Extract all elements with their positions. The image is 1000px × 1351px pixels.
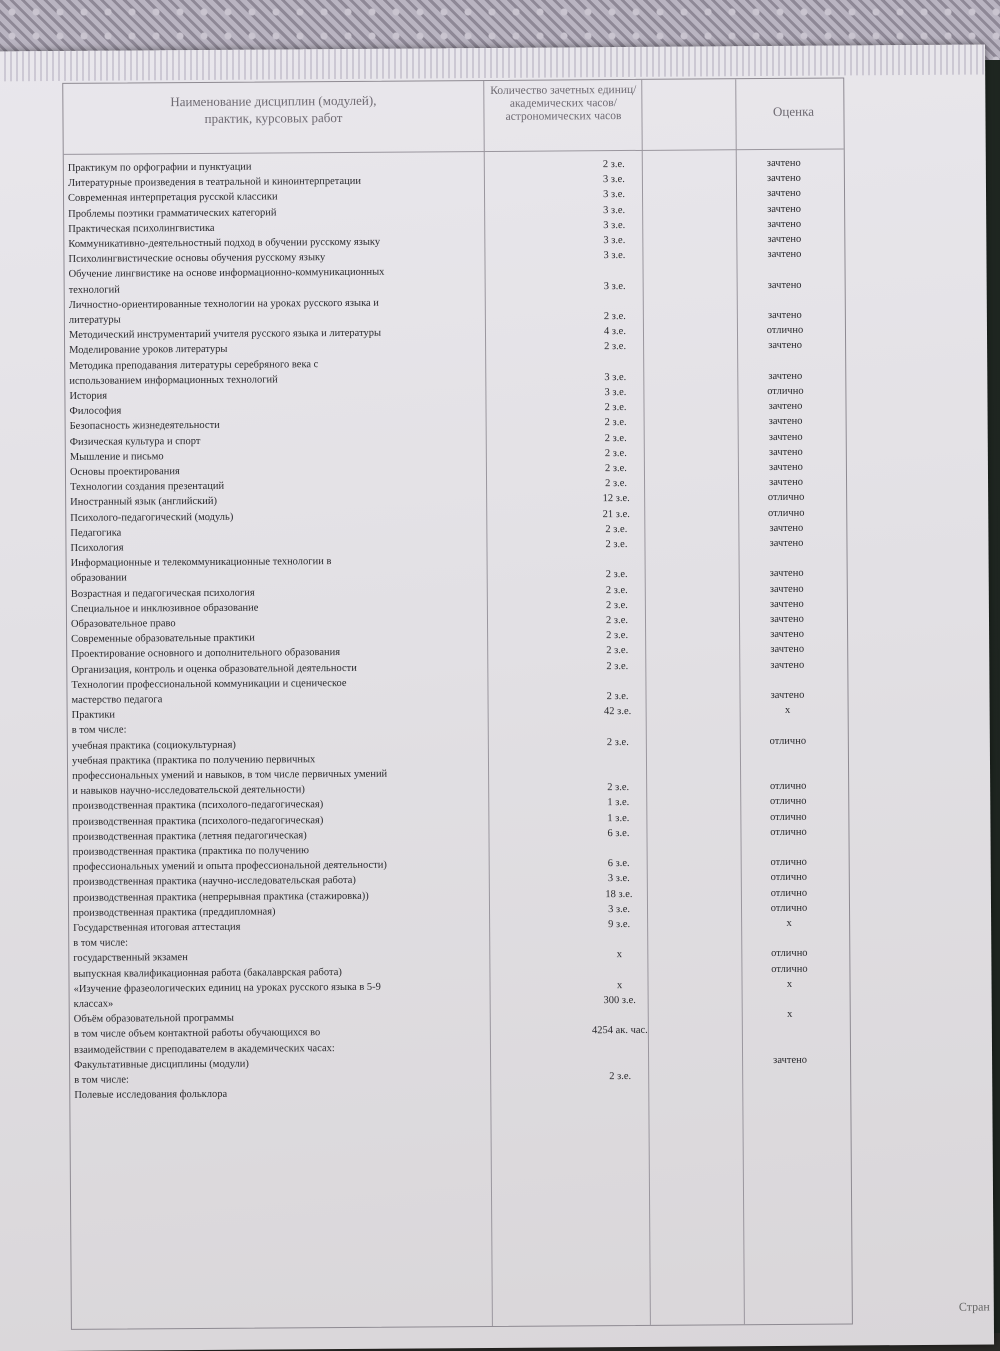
discipline-name: учебная практика (социокультурная) — [71, 739, 236, 752]
credit-units: 2 з.е. — [609, 1070, 632, 1083]
header-grade: Оценка — [772, 103, 814, 119]
discipline-name: производственная практика (летняя педагогическая) — [72, 830, 307, 843]
discipline-name: Факультативные дисциплины (модули) — [74, 1058, 249, 1071]
grade: отлично — [769, 796, 807, 808]
grade — [725, 263, 845, 264]
credit-units: 2 з.е. — [606, 736, 629, 748]
discipline-name: в том числе объем контактной работы обучающихся во — [73, 1027, 321, 1041]
discipline-name: Психолого-педагогический (модуль) — [70, 511, 234, 524]
discipline-name: Объём образовательной программы — [73, 1012, 234, 1026]
grade: отлично — [770, 856, 807, 869]
grade: отлично — [771, 963, 808, 975]
discipline-name: Практическая психолингвистика — [68, 222, 215, 235]
grades-table — [62, 77, 853, 1329]
credit-units — [535, 294, 695, 295]
grade: зачтено — [769, 598, 804, 610]
grade — [730, 1023, 850, 1024]
discipline-name: Возрастная и педагогическая психология — [70, 587, 255, 600]
grade — [730, 1084, 850, 1085]
grade: зачтено — [766, 157, 801, 170]
grade — [730, 1068, 850, 1069]
discipline-name: производственная практика (психолого-педагогическая) — [72, 814, 324, 828]
discipline-name: Основы проектирования — [69, 466, 180, 478]
credit-units: 2 з.е. — [605, 478, 628, 490]
discipline-name: Полевые исследования фольклора — [74, 1088, 228, 1102]
credit-units: 18 з.е. — [605, 888, 633, 900]
page-footer-fragment: Стран — [958, 1299, 990, 1314]
discipline-name: Физическая культура и спорт — [69, 435, 201, 448]
credit-units: 21 з.е. — [602, 508, 630, 520]
credit-units: 2 з.е. — [605, 523, 628, 535]
credit-units: 2 з.е. — [605, 539, 628, 551]
grade: зачтено — [766, 172, 801, 185]
discipline-name: мастерство педагога — [71, 694, 163, 706]
grade: зачтено — [767, 279, 802, 291]
grade: зачтено — [767, 188, 801, 200]
credit-units: 2 з.е. — [604, 432, 627, 444]
grade: зачтено — [768, 446, 803, 458]
credit-units: 2 з.е. — [604, 402, 627, 414]
credit-units: 3 з.е. — [608, 903, 631, 915]
grade: отлично — [770, 887, 808, 899]
grade: зачтено — [769, 537, 804, 550]
grade: отлично — [766, 324, 804, 337]
credit-units — [539, 933, 699, 934]
grade — [729, 932, 849, 933]
grade — [725, 293, 845, 294]
grade: x — [787, 1009, 793, 1021]
grade: зачтено — [769, 522, 804, 534]
credit-units: 3 з.е. — [603, 280, 626, 292]
grade — [730, 1038, 850, 1039]
credit-units — [540, 1009, 700, 1010]
credit-units: 4254 ак. час. — [591, 1025, 648, 1037]
grade: отлично — [769, 780, 807, 793]
discipline-name: Информационные и телекоммуникационные технологии в — [70, 556, 332, 570]
grade — [730, 992, 850, 993]
grade: x — [786, 978, 793, 990]
discipline-name: Обучение лингвистике на основе информационно-коммуникационных — [68, 267, 385, 281]
discipline-name: Литературные произведения в театральной и киноинтерпретации — [67, 176, 362, 190]
discipline-name: Философия — [69, 405, 122, 418]
credit-units — [535, 355, 695, 356]
discipline-name: Личностно-ориентированные технологии на уроках русского языка и — [68, 297, 379, 311]
credit-units — [538, 766, 698, 767]
discipline-name: Современные образовательные практики — [71, 632, 255, 646]
grade: зачтено — [770, 613, 804, 626]
credit-units: 3 з.е. — [607, 873, 630, 885]
discipline-name: Психология — [70, 542, 124, 554]
discipline-name: Методический инструментарий учителя русского языка и литературы — [68, 327, 382, 342]
discipline-name: взаимодействии с преподавателем в академических часах: — [73, 1042, 335, 1056]
credit-units: 42 з.е. — [604, 706, 632, 718]
discipline-name: Мышление и письмо — [69, 451, 164, 463]
header-units: Количество зачетных единиц/академических часов/астрономических часов — [490, 83, 637, 123]
discipline-name: Технологии профессиональной коммуникации и сценическое — [71, 677, 347, 691]
credit-units: 3 з.е. — [603, 204, 626, 216]
discipline-name: Проектирование основного и дополнительного образования — [71, 647, 341, 661]
credit-units: 3 з.е. — [603, 189, 626, 201]
grade: зачтено — [767, 218, 802, 230]
discipline-name: Психолингвистические основы обучения русскому языку — [68, 252, 326, 266]
grade: зачтено — [767, 233, 802, 246]
grade: отлично — [767, 385, 804, 398]
grade: зачтено — [769, 476, 803, 489]
discipline-name: Специальное и инклюзивное образование — [70, 602, 259, 615]
grade: зачтено — [769, 568, 804, 580]
credit-units: 6 з.е. — [607, 827, 630, 839]
discipline-name: «Изучение фразеологических единиц на уроках русского языка в 5-9 — [73, 981, 381, 995]
discipline-name: Методика преподавания литературы серебряного века с — [69, 358, 319, 372]
grade: зачтено — [768, 416, 803, 428]
credit-units: 3 з.е. — [602, 174, 625, 186]
credit-units: 9 з.е. — [608, 918, 631, 931]
credit-units: 2 з.е. — [606, 630, 629, 642]
credit-units: 2 з.е. — [604, 447, 627, 459]
grade: зачтено — [770, 628, 805, 641]
discipline-name: в том числе: — [74, 1074, 129, 1086]
grade: отлично — [767, 492, 805, 504]
grade: зачтено — [770, 689, 805, 702]
credit-units: 1 з.е. — [607, 797, 630, 809]
discipline-name: История — [69, 390, 108, 402]
credit-units: 2 з.е. — [603, 311, 626, 323]
credit-units — [538, 720, 698, 721]
discipline-name: учебная практика (практика по получению первичных — [71, 753, 316, 767]
credit-units: 2 з.е. — [605, 584, 628, 596]
grade: зачтено — [768, 400, 803, 413]
credit-units: 2 з.е. — [605, 599, 628, 611]
credit-units: 2 з.е. — [604, 341, 627, 353]
grade: отлично — [767, 507, 805, 519]
credit-units: 2 з.е. — [606, 690, 629, 703]
discipline-name: Моделирование уроков литературы — [69, 344, 228, 357]
discipline-name: Педагогика — [70, 527, 122, 539]
credit-units: 2 з.е. — [604, 417, 627, 429]
grade: зачтено — [767, 248, 802, 261]
grade — [727, 552, 847, 553]
grade: зачтено — [767, 309, 802, 322]
transcript-page — [0, 44, 994, 1351]
discipline-name: образовании — [70, 572, 127, 585]
grade — [728, 719, 848, 720]
grade: зачтено — [768, 461, 803, 474]
discipline-name: производственная практика (научно-исследовательская работа) — [72, 875, 356, 889]
credit-units: 2 з.е. — [605, 569, 628, 581]
credit-units — [538, 750, 698, 751]
grade: отлично — [770, 872, 808, 884]
discipline-name: Практики — [71, 709, 116, 722]
grade: отлично — [770, 811, 807, 823]
credit-units — [535, 264, 695, 265]
discipline-name: использованием информационных технологий — [69, 374, 278, 387]
discipline-name: Организация, контроль и оценка образовательной деятельности — [71, 662, 357, 676]
discipline-name: Иностранный язык (английский) — [70, 496, 218, 509]
discipline-name: выпускная квалификационная работа (бакалаврская работа) — [73, 966, 342, 980]
credit-units: 2 з.е. — [605, 614, 629, 627]
credit-units: 300 з.е. — [603, 994, 636, 1007]
grade: отлично — [769, 735, 807, 747]
discipline-name: Проблемы поэтики грамматических категорий — [68, 207, 277, 220]
discipline-name: в том числе: — [71, 724, 127, 737]
credit-units: 4 з.е. — [603, 326, 626, 338]
credit-units: 3 з.е. — [604, 387, 627, 399]
discipline-name: государственный экзамен — [73, 952, 188, 965]
discipline-name: в том числе: — [73, 937, 129, 950]
credit-units: 2 з.е. — [606, 660, 629, 672]
credit-units: 3 з.е. — [603, 235, 626, 247]
credit-units: 2 з.е. — [606, 645, 629, 657]
discipline-name: Современная интерпретация русской классики — [68, 191, 278, 205]
grade: зачтено — [770, 644, 805, 656]
grade: зачтено — [769, 583, 804, 595]
credit-units: 6 з.е. — [607, 858, 630, 870]
grade — [728, 764, 848, 765]
credit-units — [537, 674, 697, 675]
discipline-name: Государственная итоговая аттестация — [73, 921, 241, 934]
grade — [728, 749, 848, 750]
discipline-name: технологий — [68, 284, 120, 296]
grade: зачтено — [768, 431, 803, 443]
credit-units — [540, 1039, 700, 1040]
credit-units — [537, 553, 697, 554]
discipline-name: Образовательное право — [70, 618, 176, 630]
credit-units: x — [616, 949, 622, 961]
credit-units — [539, 963, 699, 964]
header-name: Наименование дисциплин (модулей), практик, курсовых работ — [170, 92, 377, 126]
credit-units: 3 з.е. — [603, 250, 626, 262]
credit-units: 2 з.е. — [602, 159, 625, 171]
discipline-name: Технологии создания презентаций — [70, 481, 225, 494]
grade: зачтено — [768, 370, 803, 382]
grade — [727, 673, 847, 674]
grade: зачтено — [773, 1054, 808, 1066]
discipline-name: классах» — [73, 998, 114, 1010]
discipline-name: Коммуникативно-деятельностный подход в обучении русскому языку — [68, 236, 381, 250]
discipline-name: профессиональных умений и опыта профессиональной деятельности) — [72, 859, 387, 874]
credit-units — [540, 1054, 700, 1055]
grade: зачтено — [768, 340, 803, 352]
discipline-name: Безопасность жизнедеятельности — [69, 420, 220, 433]
discipline-name: и навыков научно-исследовательской деятельности) — [72, 784, 305, 798]
credit-units: 1 з.е. — [607, 812, 630, 824]
grade — [729, 840, 849, 841]
discipline-name: профессиональных умений и навыков, в том числе первичных умений — [72, 768, 388, 782]
grade: отлично — [771, 948, 808, 960]
credit-units: x — [616, 979, 623, 991]
discipline-name: производственная практика (практика по получению — [72, 845, 309, 858]
credit-units — [539, 842, 699, 843]
discipline-name: Практикум по орфографии и пунктуации — [67, 161, 252, 174]
grade: x — [784, 705, 791, 717]
credit-units: 12 з.е. — [602, 493, 630, 505]
grade: x — [786, 917, 792, 929]
discipline-name: производственная практика (преддипломная) — [72, 906, 276, 919]
discipline-name: литературы — [68, 314, 121, 326]
credit-units — [540, 1085, 700, 1086]
discipline-name: производственная практика (непрерывная практика (стажировка)) — [72, 890, 369, 904]
grade — [725, 354, 845, 355]
grade: отлично — [770, 826, 807, 838]
grade: зачтено — [767, 203, 802, 215]
credit-units: 2 з.е. — [604, 463, 627, 475]
credit-units: 3 з.е. — [604, 371, 627, 383]
credit-units: 3 з.е. — [603, 219, 626, 231]
header-divider — [64, 148, 844, 154]
grade: зачтено — [770, 659, 805, 671]
credit-units: 2 з.е. — [607, 782, 630, 794]
grade: отлично — [770, 902, 808, 914]
discipline-name: производственная практика (психолого-педагогическая) — [72, 799, 324, 813]
